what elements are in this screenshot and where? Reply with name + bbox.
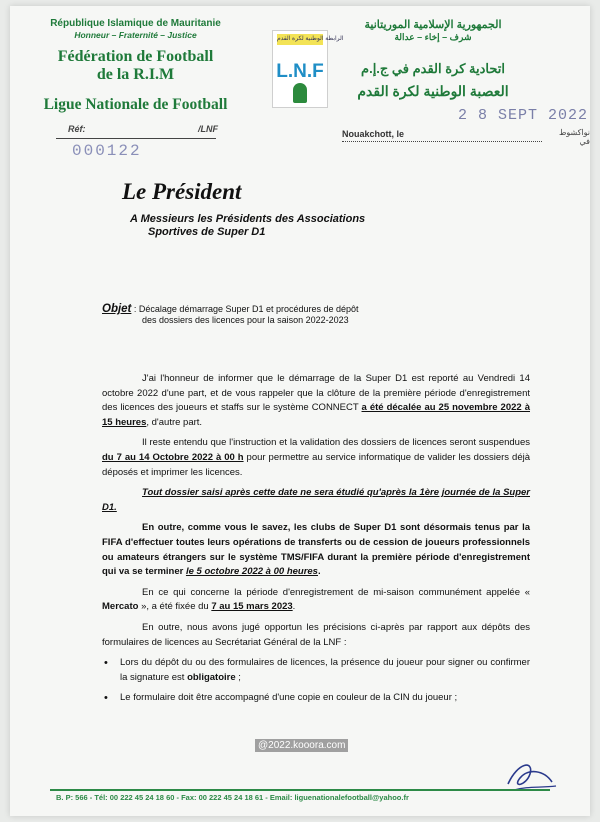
bullet-icon: • — [104, 692, 108, 705]
player-figure-icon — [293, 83, 307, 103]
date-dotted-line — [342, 141, 542, 142]
list-item: • Lors du dépôt du ou des formulaires de licences, la présence du joueur pour signer ou confirmer la signature est obligatoire ; — [104, 657, 530, 683]
federation-name-arabic: اتحادية كرة القدم في ج.إ.م — [361, 61, 505, 76]
letter-page — [10, 6, 590, 816]
subject — [102, 304, 532, 326]
country-name-arabic: الجمهورية الإسلامية الموريتانية — [364, 19, 502, 31]
bullet-list — [102, 656, 530, 706]
letter-body — [102, 372, 530, 712]
bullet-icon: • — [104, 657, 108, 670]
footer-divider — [50, 789, 550, 791]
country-name: République Islamique de Mauritanie — [50, 18, 221, 29]
paragraph: En outre, nous avons jugé opportun les précisions ci-après par rapport aux dépôts des formulaires de licences au Secrétariat Général de la LNF : — [102, 621, 530, 648]
logo-top-text: الرابطة الوطنية لكرة القدم — [277, 34, 323, 45]
place-label: Nouakchott, le — [342, 129, 405, 139]
footer-contact: B. P: 566 - Tél: 00 222 45 24 18 60 - Fax: 00 222 45 24 18 61 - Email: liguenationalefootball@yahoo.fr — [56, 793, 409, 802]
logo-text: L.N.F — [276, 61, 324, 82]
reference-number: 000122 — [72, 142, 142, 160]
date-stamp: 2 8 SEPT 2022 — [458, 107, 589, 124]
paragraph: En ce qui concerne la période d'enregistrement de mi-saison communément appelée « Mercato », a été fixée du 7 au 15 mars 2023. — [102, 586, 530, 613]
national-motto-arabic: شرف – إخاء – عدالة — [394, 32, 472, 42]
federation-name: Fédération de Football de la R.I.M — [57, 48, 214, 83]
lnf-logo — [272, 30, 344, 108]
watermark: @2022.kooora.com — [255, 739, 348, 752]
league-name: Ligue Nationale de Football — [43, 96, 228, 113]
list-item: • Le formulaire doit être accompagné d'une copie en couleur de la CIN du joueur ; — [104, 692, 458, 705]
subject-line2: des dossiers des licences pour la saison 2022-2023 — [142, 315, 349, 325]
subject-line1: : Décalage démarrage Super D1 et procédures de dépôt — [133, 304, 359, 314]
header-left — [28, 18, 243, 114]
subject-label: Objet — [102, 303, 132, 315]
paragraph: En outre, comme vous le savez, les clubs de Super D1 sont désormais tenus par la FIFA d'effectuer toutes leurs opérations de transferts ou de cession de joueurs professionnels ou amateurs étrangers sur le système TMS/FIFA durant la première période d'enregistrement qui va se terminer le 5 octobre 2022 à 00 heures. — [102, 522, 530, 578]
place-label-arabic: نواكشوط في — [558, 128, 590, 146]
reference-label: Réf: — [68, 124, 86, 134]
reference-suffix: /LNF — [198, 124, 218, 134]
header-right — [328, 18, 538, 100]
paragraph-emphasis: Tout dossier saisi après cette date ne sera étudié qu'après la 1ère journée de la Super D1. — [102, 487, 530, 513]
paragraph: Il reste entendu que l'instruction et la validation des dossiers de licences seront suspendues du 7 au 14 Octobre 2022 à 00 h pour permettre au service informatique de valider les dossiers déjà déposés et imprimer les licences. — [102, 437, 530, 478]
addressee: A Messieurs les Présidents des Associations Sportives de Super D1 — [130, 213, 366, 238]
national-motto: Honneur – Fraternité – Justice — [74, 30, 197, 40]
league-name-arabic: العصبة الوطنية لكرة القدم — [357, 83, 509, 99]
sender-title: Le Président — [122, 179, 242, 204]
paragraph: J'ai l'honneur de informer que le démarrage de la Super D1 est reporté au Vendredi 14 octobre 2022 d'une part, et de vous rappeler que la clôture de la première période d'enregistrement des licences des joueurs et staffs sur le système CONNECT a été décalée au 25 novembre 2022 à 15 heures, d'autre part. — [102, 373, 530, 428]
reference-line — [56, 124, 216, 139]
